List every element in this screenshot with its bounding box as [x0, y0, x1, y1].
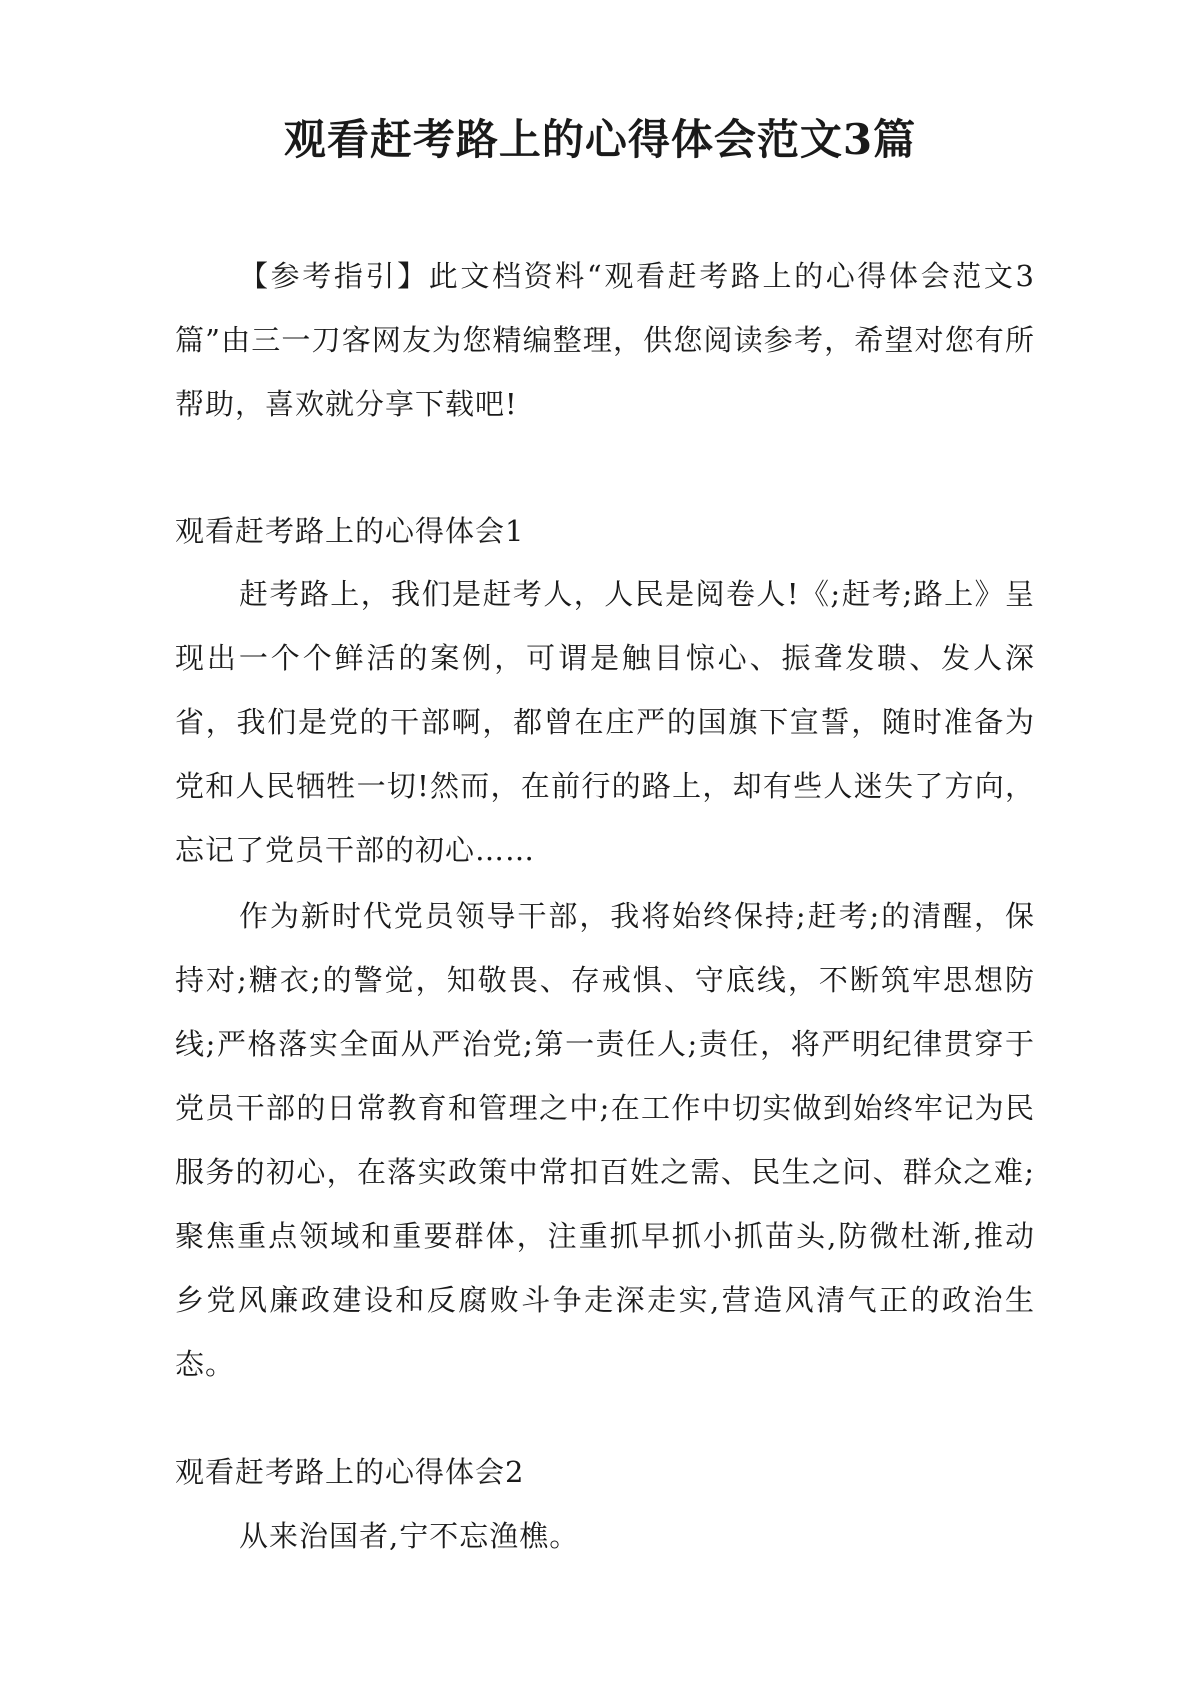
section-heading-2: 观看赶考路上的心得体会2 — [175, 1455, 525, 1489]
section-2-paragraph-1: 从来治国者,宁不忘渔樵。 — [239, 1519, 580, 1553]
document-title: 观看赶考路上的心得体会范文3篇 — [283, 115, 917, 164]
section-1-paragraph-1: 赶考路上，我们是赶考人，人民是阅卷人!《;赶考;路上》呈现出一个个鲜活的案例，可谓是触目惊心、振聋发聩、发人深省，我们是党的干部啊，都曾在庄严的国旗下宣誓，随时准备为党和人民牺牲一切!然而，在前行的路上，却有些人迷失了方向，忘记了党员干部的初心…… — [175, 577, 1035, 867]
section-1-paragraph-2: 作为新时代党员领导干部，我将始终保持;赶考;的清醒，保持对;糖衣;的警觉，知敬畏、存戒惧、守底线，不断筑牢思想防线;严格落实全面从严治党;第一责任人;责任，将严明纪律贯穿于党员干部的日常教育和管理之中;在工作中切实做到始终牢记为民服务的初心，在落实政策中常扣百姓之需、民生之问、群众之难;聚焦重点领域和重要群体，注重抓早抓小抓苗头,防微杜渐,推动乡党风廉政建设和反腐败斗争走深走实,营造风清气正的政治生态。 — [175, 899, 1035, 1381]
section-heading-1: 观看赶考路上的心得体会1 — [175, 514, 525, 548]
intro-paragraph: 【参考指引】此文档资料“观看赶考路上的心得体会范文3篇”由三一刀客网友为您精编整理，供您阅读参考，希望对您有所帮助，喜欢就分享下载吧! — [175, 259, 1035, 421]
